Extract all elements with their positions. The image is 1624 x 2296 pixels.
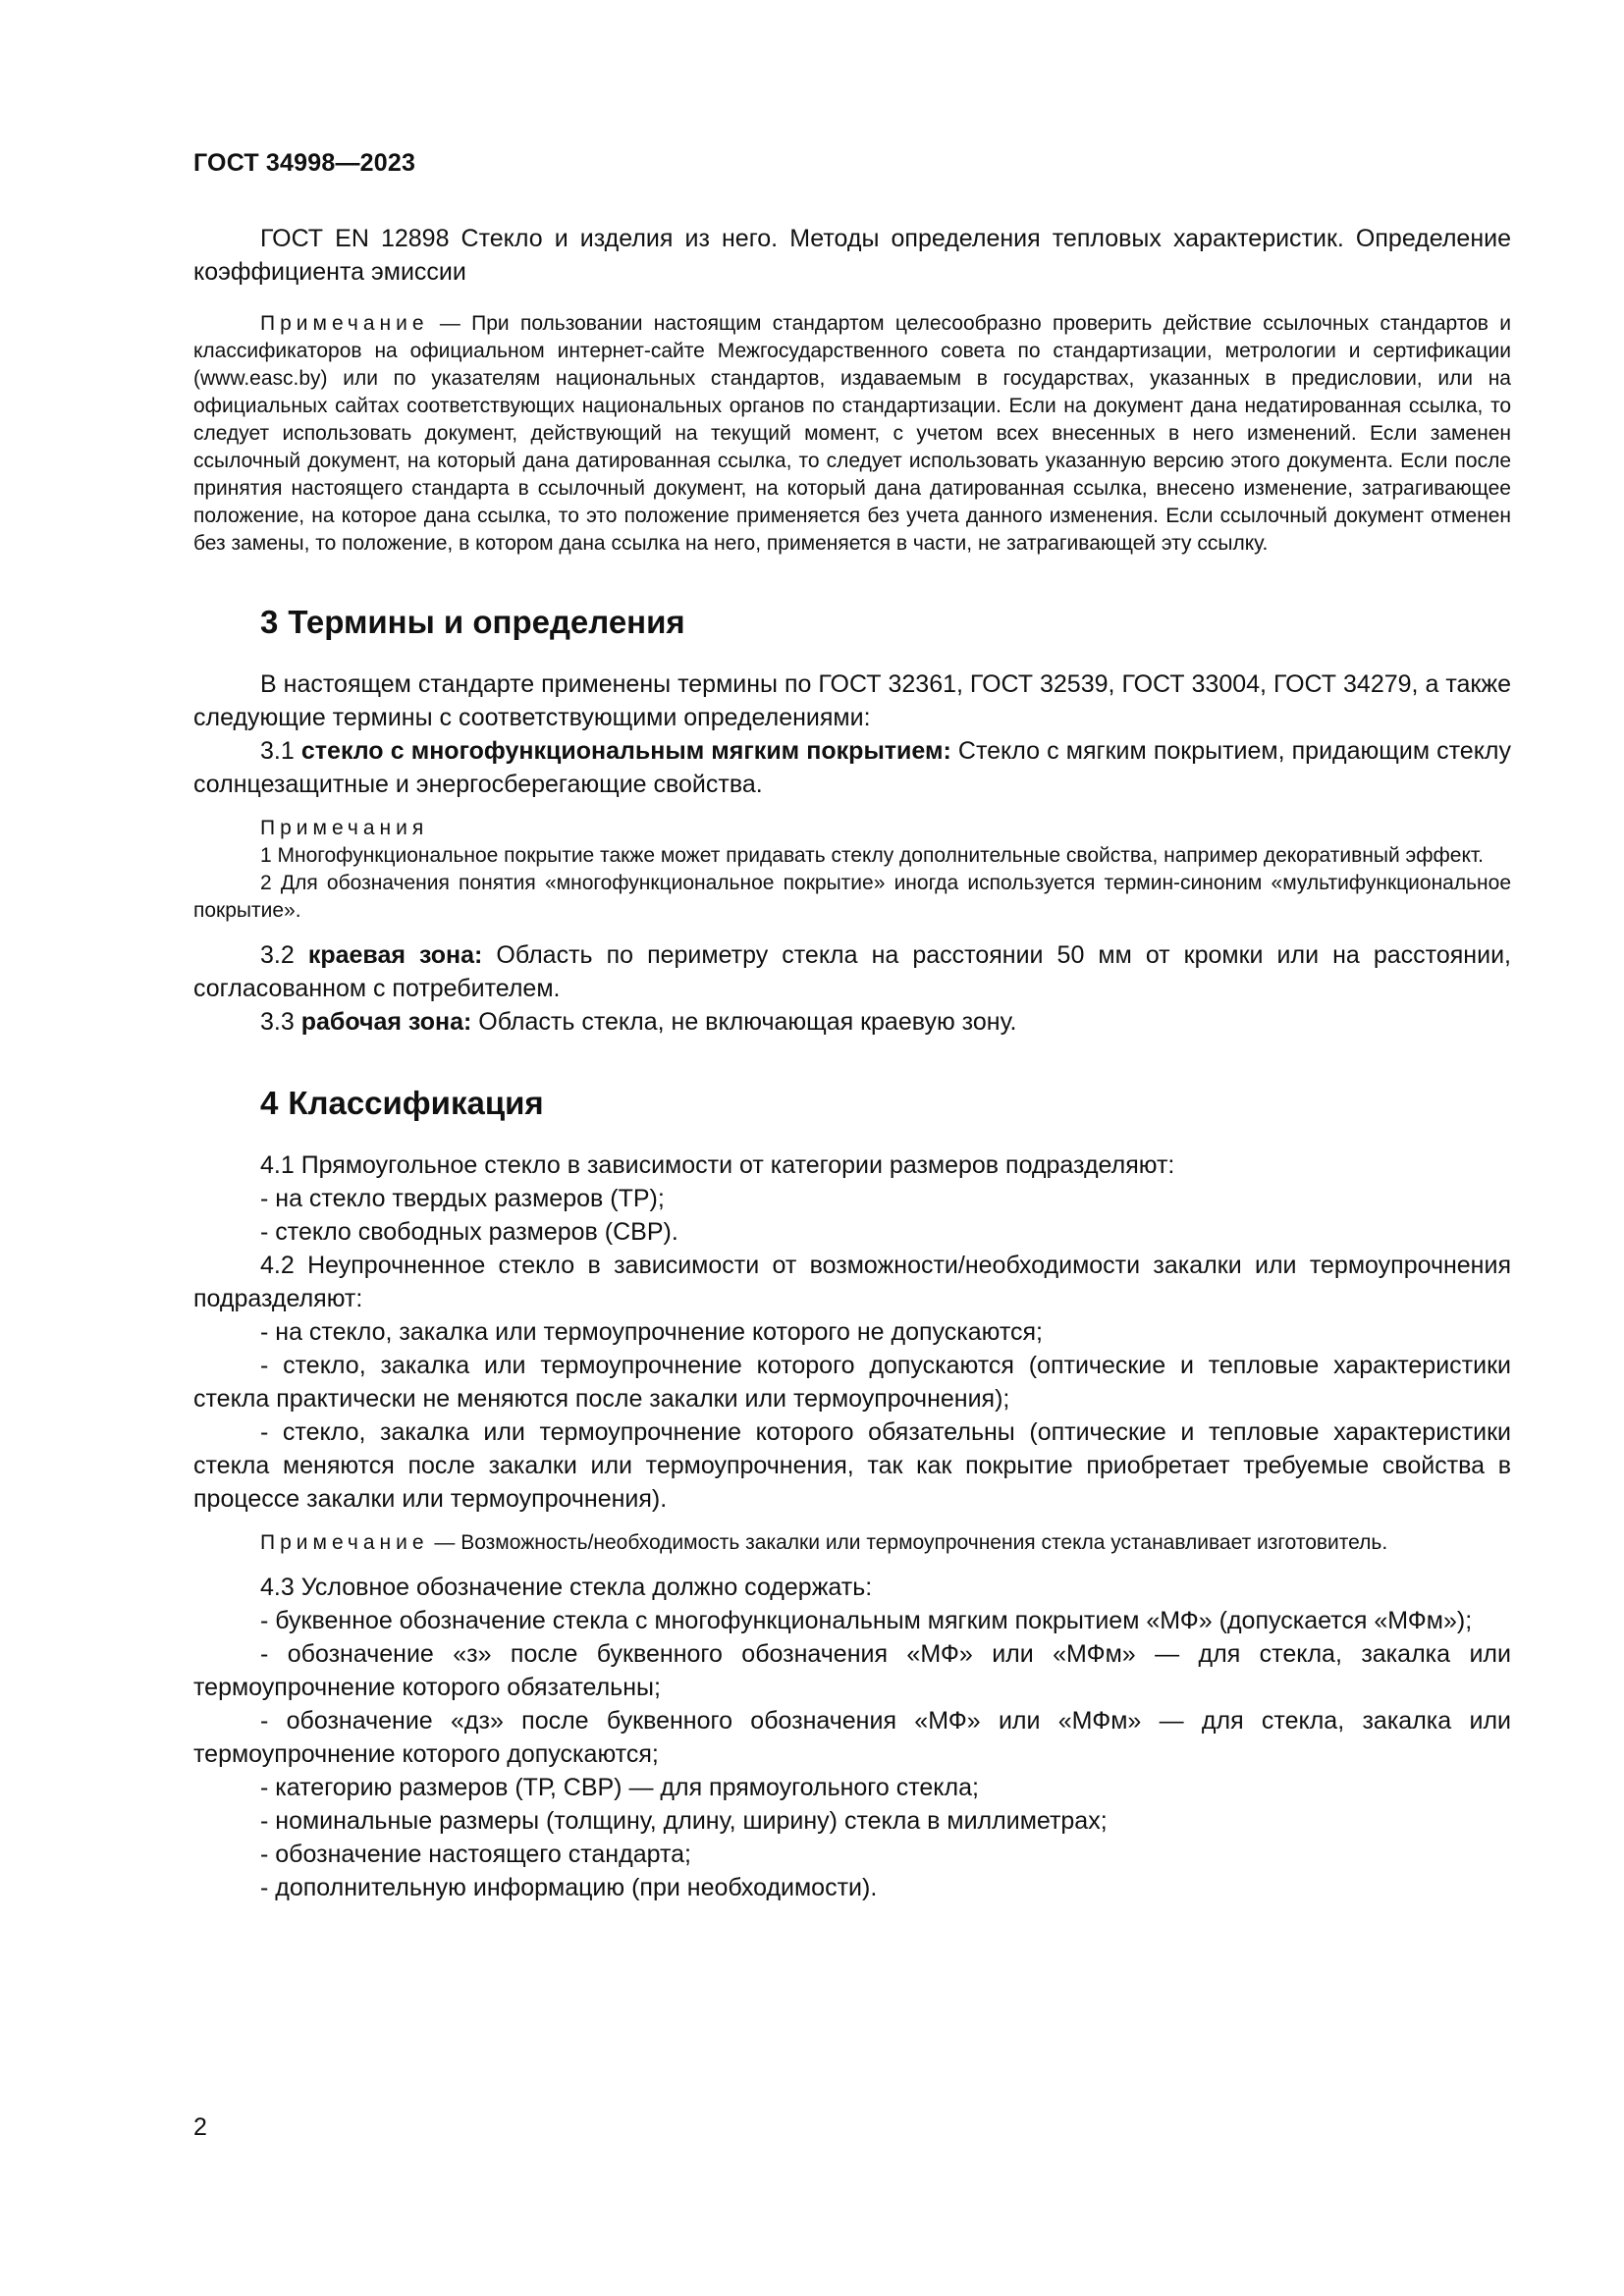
- term-3-1: [193, 734, 1511, 801]
- note-text: — При пользовании настоящим стандартом целесообразно проверить действие ссылочных стандартов и классификаторов на официальном интернет-сайте Межгосударственного совета по стандартизации, метрологии и сертификации (www.easc.by) или по указателям национальных стандартов, издаваемым в государствах, указанных в предисловии, или на официальных сайтах соответствующих национальных органов по стандартизации. Если на документ дана недатированная ссылка, то следует использовать документ, действующий на текущий момент, с учетом всех внесенных в него изменений. Если заменен ссылочный документ, на который дана датированная ссылка, то следует использовать указанную версию этого документа. Если после принятия настоящего стандарта в ссылочный документ, на который дана датированная ссылка, внесено изменение, затрагивающее положение, на которое дана ссылка, то это положение применяется без учета данного изменения. Если ссылочный документ отменен без замены, то положение, в котором дана ссылка на него, применяется в части, не затрагивающей эту ссылку.: [193, 312, 1511, 555]
- list-item: - обозначение настоящего стандарта;: [260, 1841, 691, 1868]
- section-3-heading: [193, 603, 1511, 642]
- list-item: - категорию размеров (ТР, СВР) — для прямоугольного стекла;: [260, 1774, 979, 1801]
- note-hardening: [193, 1529, 1511, 1557]
- term-definition: Область стекла, не включающая краевую зону.: [471, 1008, 1017, 1036]
- list-item: - номинальные размеры (толщину, длину, ширину) стекла в миллиметрах;: [260, 1807, 1108, 1835]
- list-item: - стекло, закалка или термоупрочнение которого допускаются (оптические и тепловые характеристики стекла практически не меняются после закалки или термоупрочнения);: [193, 1352, 1511, 1413]
- list-item: - обозначение «з» после буквенного обозначения «МФ» или «МФм» — для стекла, закалка или термоупрочнение которого обязательны;: [193, 1640, 1511, 1701]
- note-item-1: 1 Многофункциональное покрытие также может придавать стеклу дополнительные свойства, например декоративный эффект.: [260, 844, 1485, 867]
- note-label: Примечание: [260, 312, 429, 335]
- term-name: краевая зона:: [307, 941, 483, 969]
- list-item: - на стекло, закалка или термоупрочнение которого не допускаются;: [260, 1318, 1043, 1346]
- section-title: Термины и определения: [288, 604, 685, 640]
- section-4-heading: [193, 1084, 1511, 1123]
- note-item-2: 2 Для обозначения понятия «многофункциональное покрытие» иногда используется термин-синоним «мультифункциональное покрытие».: [193, 872, 1511, 922]
- clause-4-3: 4.3 Условное обозначение стекла должно содержать:: [260, 1574, 873, 1601]
- page-number: 2: [193, 2113, 207, 2141]
- term-definition: Область по периметру стекла на расстоянии 50 мм от кромки или на расстоянии, согласованном с потребителем.: [193, 941, 1511, 1002]
- note-label: Примечание: [260, 1531, 429, 1554]
- term-number: 3.1: [260, 737, 295, 765]
- list-item: - стекло свободных размеров (СВР).: [260, 1218, 678, 1246]
- term-name: стекло с многофункциональным мягким покрытием:: [300, 737, 951, 765]
- term-number: 3.3: [260, 1008, 295, 1036]
- section-title: Классификация: [288, 1085, 544, 1121]
- list-item: - на стекло твердых размеров (ТР);: [260, 1185, 665, 1212]
- term-name: рабочая зона:: [300, 1008, 472, 1036]
- reference-standard: ГОСТ EN 12898 Стекло и изделия из него. Методы определения тепловых характеристик. Определение коэффициента эмиссии: [193, 225, 1511, 286]
- list-item: - буквенное обозначение стекла с многофункциональным мягким покрытием «МФ» (допускается «МФм»);: [260, 1607, 1473, 1634]
- term-number: 3.2: [260, 941, 295, 969]
- list-item: - обозначение «дз» после буквенного обозначения «МФ» или «МФм» — для стекла, закалка или термоупрочнение которого допускаются;: [193, 1707, 1511, 1768]
- clause-4-1: 4.1 Прямоугольное стекло в зависимости от категории размеров подразделяют:: [260, 1151, 1175, 1179]
- notes-label-text: Примечания: [260, 817, 429, 839]
- list-item: - дополнительную информацию (при необходимости).: [260, 1874, 878, 1901]
- clause-4-2: 4.2 Неупрочненное стекло в зависимости от возможности/необходимости закалки или термоупрочнения подразделяют:: [193, 1252, 1511, 1312]
- page-content: [193, 222, 1511, 1904]
- section-number: 3: [260, 604, 279, 640]
- term-definition: Стекло с мягким покрытием, придающим стеклу солнцезащитные и энергосберегающие свойства.: [193, 737, 1511, 798]
- list-item: - стекло, закалка или термоупрочнение которого обязательны (оптические и тепловые характеристики стекла меняются после закалки или термоупрочнения, так как покрытие приобретает требуемые свойства в процессе закалки или термоупрочнения).: [193, 1418, 1511, 1513]
- note-text: — Возможность/необходимость закалки или термоупрочнения стекла устанавливает изготовитель.: [428, 1531, 1388, 1554]
- term-3-3: [193, 1005, 1511, 1039]
- document-header: ГОСТ 34998—2023: [193, 149, 416, 177]
- term-3-2: [193, 938, 1511, 1005]
- notes-label: [193, 815, 1511, 842]
- note-references: [193, 310, 1511, 558]
- terms-intro: В настоящем стандарте применены термины по ГОСТ 32361, ГОСТ 32539, ГОСТ 33004, ГОСТ 34279, а также следующие термины с соответствующими определениями:: [193, 670, 1511, 731]
- section-number: 4: [260, 1085, 279, 1121]
